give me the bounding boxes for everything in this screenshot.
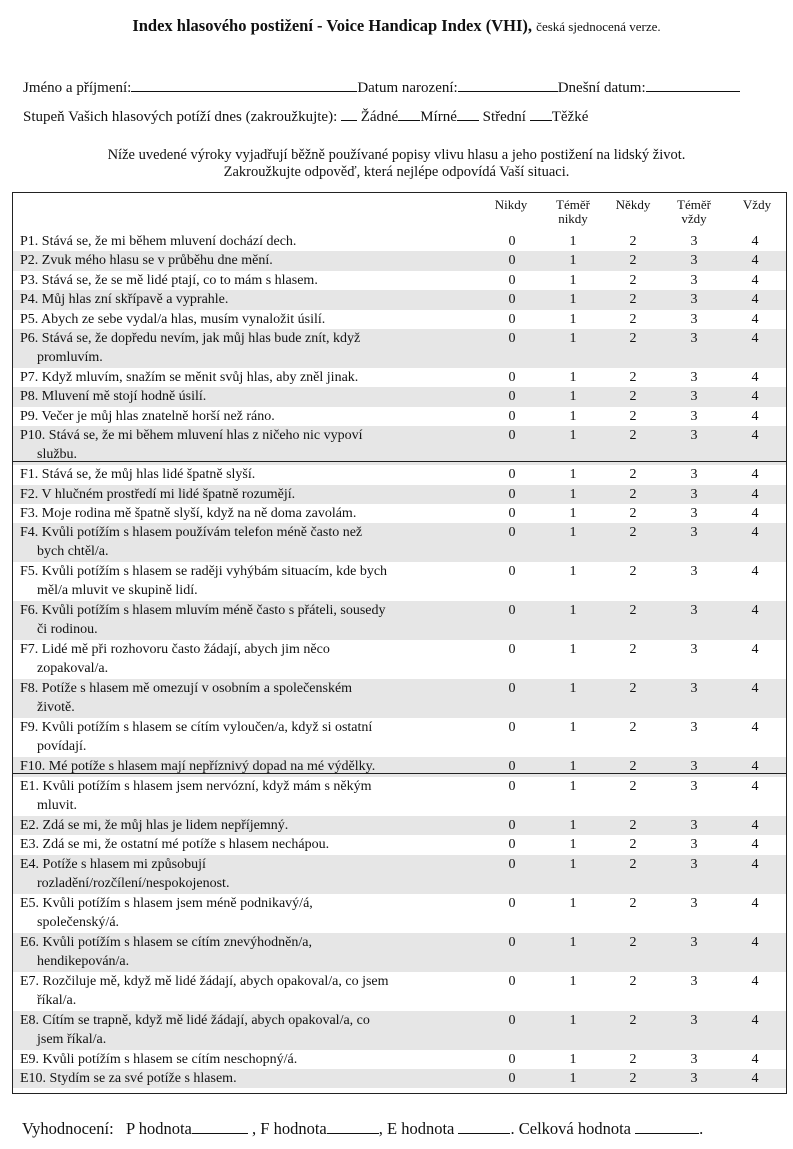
answer-option-sometimes[interactable]: 2 [629, 506, 637, 521]
answer-option-almost-always[interactable]: 3 [690, 564, 698, 580]
answer-option-almost-never[interactable]: 1 [569, 817, 577, 833]
answer-option-almost-always[interactable]: 3 [690, 603, 698, 619]
answer-option-almost-never[interactable]: 1 [569, 1071, 577, 1086]
item-statement: F10. Mé potíže s hlasem mají nepříznivý dopad na mé výdělky. [20, 759, 376, 775]
answer-option-almost-always[interactable]: 3 [690, 370, 698, 385]
answer-option-almost-never[interactable]: 1 [569, 759, 577, 775]
column-header-never: Nikdy [494, 197, 528, 212]
answer-option-sometimes[interactable]: 2 [629, 778, 637, 794]
table-row [13, 933, 786, 972]
severity-option-mild[interactable]: Mírné [420, 109, 457, 125]
answer-option-almost-always[interactable]: 3 [690, 272, 698, 288]
answer-option-sometimes[interactable]: 2 [629, 370, 637, 385]
answer-option-never[interactable]: 0 [508, 370, 516, 385]
table-row [13, 232, 786, 251]
severity-blank-3[interactable] [457, 106, 479, 121]
table-row [13, 972, 786, 1011]
f-score-label: F hodnota [260, 1119, 327, 1138]
p-score-label: P hodnota [126, 1119, 192, 1138]
answer-option-always[interactable]: 4 [751, 642, 759, 658]
item-statement: P5. Abych ze sebe vydal/a hlas, musím vynaložit úsilí. [20, 311, 326, 327]
title-main: Index hlasového postižení - Voice Handicap Index (VHI), [132, 16, 533, 35]
answer-option-almost-never[interactable]: 1 [569, 934, 577, 950]
answer-option-never[interactable]: 0 [508, 467, 516, 483]
answer-option-always[interactable]: 4 [751, 603, 759, 619]
answer-option-never[interactable]: 0 [508, 720, 516, 736]
answer-option-almost-always[interactable]: 3 [690, 642, 698, 658]
answer-option-almost-never[interactable]: 1 [569, 428, 577, 444]
answer-option-never[interactable]: 0 [508, 1071, 516, 1086]
answer-option-sometimes[interactable]: 2 [629, 389, 637, 405]
table-row [13, 1011, 786, 1050]
total-score-field[interactable] [635, 1117, 699, 1134]
answer-option-almost-always[interactable]: 3 [690, 681, 698, 697]
answer-option-always[interactable]: 4 [751, 895, 759, 911]
answer-option-almost-never[interactable]: 1 [569, 681, 577, 697]
answer-option-almost-never[interactable]: 1 [569, 720, 577, 736]
answer-option-never[interactable]: 0 [508, 506, 516, 521]
table-row [13, 816, 786, 835]
answer-option-almost-always[interactable]: 3 [690, 1012, 698, 1028]
answer-option-never[interactable]: 0 [508, 253, 516, 269]
p-score-field[interactable] [192, 1117, 248, 1134]
answer-option-never[interactable]: 0 [508, 311, 516, 327]
answer-option-almost-never[interactable]: 1 [569, 331, 577, 346]
answer-option-always[interactable]: 4 [751, 467, 759, 483]
name-label: Jméno a příjmení: [23, 80, 132, 96]
vhi-table [12, 192, 787, 1094]
answer-option-sometimes[interactable]: 2 [629, 603, 637, 619]
answer-option-never[interactable]: 0 [508, 856, 516, 872]
table-row [13, 504, 786, 523]
item-statement: P4. Můj hlas zní skřípavě a vyprahle. [20, 292, 229, 308]
item-statement: F4. Kvůli potížím s hlasem používám telefon méně často než bych chtěl/a. [20, 525, 363, 560]
table-row [13, 329, 786, 368]
answer-option-almost-always[interactable]: 3 [690, 253, 698, 269]
item-statement: P6. Stává se, že dopředu nevím, jak můj hlas bude znít, když promluvím. [20, 331, 361, 365]
severity-prompt: Stupeň Vašich hlasových potíží dnes (zakroužkujte): [23, 109, 338, 125]
answer-option-almost-always[interactable]: 3 [690, 467, 698, 483]
column-header-always: Vždy [742, 197, 772, 212]
answer-option-almost-always[interactable]: 3 [690, 1071, 698, 1086]
answer-option-never[interactable]: 0 [508, 973, 516, 989]
answer-option-almost-never[interactable]: 1 [569, 467, 577, 483]
today-label: Dnešní datum: [557, 80, 646, 96]
answer-option-almost-always[interactable]: 3 [690, 292, 698, 308]
answer-option-almost-never[interactable]: 1 [569, 1051, 577, 1067]
table-row [13, 601, 786, 640]
answer-option-almost-always[interactable]: 3 [690, 759, 698, 775]
answer-option-almost-never[interactable]: 1 [569, 506, 577, 521]
item-statement: P3. Stává se, že se mě lidé ptají, co to mám s hlasem. [20, 272, 318, 288]
answer-option-almost-always[interactable]: 3 [690, 973, 698, 989]
answer-option-almost-never[interactable]: 1 [569, 778, 577, 794]
answer-option-always[interactable]: 4 [751, 934, 759, 950]
table-row [13, 271, 786, 290]
answer-option-never[interactable]: 0 [508, 428, 516, 444]
table-row [13, 310, 786, 329]
answer-option-always[interactable]: 4 [751, 837, 759, 853]
item-statement: F5. Kvůli potížím s hlasem se raději vyhýbám situacím, kde bych měl/a mluvit ve skupině lidí. [20, 564, 388, 599]
answer-option-always[interactable]: 4 [751, 428, 759, 444]
item-statement: E7. Rozčiluje mě, když mě lidé žádají, abych opakoval/a, co jsem říkal/a. [20, 973, 389, 1008]
table-row [13, 407, 786, 426]
answer-option-never[interactable]: 0 [508, 681, 516, 697]
dob-field[interactable] [458, 77, 558, 92]
table-row [13, 290, 786, 309]
table-row [13, 640, 786, 679]
answer-option-never[interactable]: 0 [508, 778, 516, 794]
answer-option-always[interactable]: 4 [751, 234, 759, 249]
item-statement: E10. Stydím se za své potíže s hlasem. [20, 1071, 237, 1086]
answer-option-almost-never[interactable]: 1 [569, 253, 577, 269]
total-score-label: Celková hodnota [518, 1119, 632, 1138]
answer-option-almost-never[interactable]: 1 [569, 642, 577, 658]
item-statement: E1. Kvůli potížím s hlasem jsem nervózní, když mám s někým mluvit. [20, 778, 372, 813]
f-score-field[interactable] [327, 1117, 379, 1134]
instructions-line-2: Zakroužkujte odpověď, která nejlépe odpovídá Vaší situaci. [223, 164, 570, 180]
item-statement: E2. Zdá se mi, že můj hlas je lidem nepříjemný. [20, 817, 289, 833]
answer-option-almost-always[interactable]: 3 [690, 778, 698, 794]
severity-blank-4[interactable] [530, 106, 552, 121]
answer-option-sometimes[interactable]: 2 [629, 564, 637, 580]
answer-option-always[interactable]: 4 [751, 973, 759, 989]
answer-option-never[interactable]: 0 [508, 759, 516, 775]
answer-option-never[interactable]: 0 [508, 817, 516, 833]
answer-option-always[interactable]: 4 [751, 1051, 759, 1067]
answer-option-never[interactable]: 0 [508, 408, 516, 424]
answer-option-sometimes[interactable]: 2 [629, 467, 637, 483]
table-row [13, 251, 786, 270]
answer-option-always[interactable]: 4 [751, 253, 759, 269]
answer-option-almost-never[interactable]: 1 [569, 837, 577, 853]
instructions [0, 147, 793, 181]
answer-option-almost-never[interactable]: 1 [569, 895, 577, 911]
answer-option-always[interactable]: 4 [751, 759, 759, 775]
answer-option-almost-always[interactable]: 3 [690, 525, 698, 541]
instructions-line-1: Níže uvedené výroky vyjadřují běžně používané popisy vlivu hlasu a jeho postižení na lidský život. [107, 147, 686, 163]
item-statement: F1. Stává se, že můj hlas lidé špatně slyší. [20, 467, 256, 483]
answer-option-never[interactable]: 0 [508, 1051, 516, 1067]
answer-option-always[interactable]: 4 [751, 525, 759, 541]
answer-option-almost-always[interactable]: 3 [690, 856, 698, 872]
answer-option-sometimes[interactable]: 2 [629, 856, 637, 872]
answer-option-always[interactable]: 4 [751, 778, 759, 794]
answer-option-always[interactable]: 4 [751, 564, 759, 580]
answer-option-sometimes[interactable]: 2 [629, 311, 637, 327]
item-statement: E8. Cítím se trapně, když mě lidé žádají, abych opakoval/a, co jsem říkal/a. [20, 1012, 370, 1047]
table-row [13, 387, 786, 406]
answer-option-almost-never[interactable]: 1 [569, 408, 577, 424]
answer-option-almost-never[interactable]: 1 [569, 292, 577, 308]
answer-option-almost-never[interactable]: 1 [569, 486, 577, 502]
answer-option-sometimes[interactable]: 2 [629, 486, 637, 502]
answer-option-always[interactable]: 4 [751, 292, 759, 308]
answer-option-almost-always[interactable]: 3 [690, 895, 698, 911]
answer-option-always[interactable]: 4 [751, 370, 759, 385]
answer-option-almost-never[interactable]: 1 [569, 272, 577, 288]
item-statement: E5. Kvůli potížím s hlasem jsem méně podnikavý/á, společenský/á. [20, 895, 313, 930]
answer-option-sometimes[interactable]: 2 [629, 973, 637, 989]
answer-option-never[interactable]: 0 [508, 234, 516, 249]
answer-option-never[interactable]: 0 [508, 837, 516, 853]
answer-option-almost-always[interactable]: 3 [690, 389, 698, 405]
table-row [13, 777, 786, 816]
item-statement: E9. Kvůli potížím s hlasem se cítím neschopný/á. [20, 1051, 298, 1067]
scoring-line: Vyhodnocení: P hodnota , F hodnota , E hodnota . Celková hodnota . [22, 1119, 704, 1138]
answer-option-always[interactable]: 4 [751, 272, 759, 288]
table-row [13, 426, 786, 465]
table-row [13, 1069, 786, 1088]
answer-option-always[interactable]: 4 [751, 506, 759, 521]
today-field[interactable] [646, 77, 740, 92]
answer-option-sometimes[interactable]: 2 [629, 1012, 637, 1028]
answer-option-almost-always[interactable]: 3 [690, 837, 698, 853]
section-divider-physical-functional [13, 461, 786, 462]
answer-option-sometimes[interactable]: 2 [629, 331, 637, 346]
answer-option-always[interactable]: 4 [751, 1071, 759, 1086]
answer-option-never[interactable]: 0 [508, 934, 516, 950]
answer-option-almost-never[interactable]: 1 [569, 370, 577, 385]
answer-option-always[interactable]: 4 [751, 408, 759, 424]
answer-option-almost-always[interactable]: 3 [690, 331, 698, 346]
answer-option-never[interactable]: 0 [508, 331, 516, 346]
item-statement: E6. Kvůli potížím s hlasem se cítím znevýhodněn/a, hendikepován/a. [20, 934, 312, 969]
item-statement: E3. Zdá se mi, že ostatní mé potíže s hlasem nechápou. [20, 837, 330, 853]
answer-option-never[interactable]: 0 [508, 642, 516, 658]
scoring-label: Vyhodnocení: [22, 1119, 114, 1138]
answer-option-almost-always[interactable]: 3 [690, 428, 698, 444]
item-statement: P7. Když mluvím, snažím se měnit svůj hlas, aby zněl jinak. [20, 370, 359, 385]
table-row [13, 894, 786, 933]
table-row [13, 562, 786, 601]
document-title [0, 16, 793, 36]
answer-option-always[interactable]: 4 [751, 817, 759, 833]
answer-option-almost-always[interactable]: 3 [690, 408, 698, 424]
answer-option-sometimes[interactable]: 2 [629, 895, 637, 911]
answer-option-never[interactable]: 0 [508, 564, 516, 580]
answer-option-always[interactable]: 4 [751, 720, 759, 736]
answer-option-sometimes[interactable]: 2 [629, 837, 637, 853]
answer-option-sometimes[interactable]: 2 [629, 1071, 637, 1086]
answer-option-almost-always[interactable]: 3 [690, 311, 698, 327]
answer-option-sometimes[interactable]: 2 [629, 234, 637, 249]
severity-option-moderate[interactable]: Střední [482, 109, 526, 125]
answer-option-sometimes[interactable]: 2 [629, 525, 637, 541]
answer-option-sometimes[interactable]: 2 [629, 642, 637, 658]
name-field[interactable] [131, 77, 357, 92]
table-row [13, 679, 786, 718]
table-row [13, 485, 786, 504]
table-row [13, 718, 786, 757]
table-row [13, 523, 786, 562]
answer-option-never[interactable]: 0 [508, 272, 516, 288]
answer-option-always[interactable]: 4 [751, 311, 759, 327]
item-statement: P2. Zvuk mého hlasu se v průběhu dne mění. [20, 253, 273, 269]
answer-option-never[interactable]: 0 [508, 292, 516, 308]
answer-option-sometimes[interactable]: 2 [629, 428, 637, 444]
item-statement: F3. Moje rodina mě špatně slyší, když na ně doma zavolám. [20, 506, 357, 521]
answer-option-always[interactable]: 4 [751, 681, 759, 697]
answer-option-sometimes[interactable]: 2 [629, 292, 637, 308]
item-statement: F8. Potíže s hlasem mě omezují v osobním a společenském životě. [20, 681, 353, 716]
answer-option-sometimes[interactable]: 2 [629, 720, 637, 736]
answer-option-almost-always[interactable]: 3 [690, 486, 698, 502]
answer-option-almost-always[interactable]: 3 [690, 934, 698, 950]
answer-option-almost-always[interactable]: 3 [690, 506, 698, 521]
answer-option-never[interactable]: 0 [508, 895, 516, 911]
column-header-almost-never: Téměř nikdy [556, 197, 590, 226]
answer-option-almost-never[interactable]: 1 [569, 856, 577, 872]
answer-option-sometimes[interactable]: 2 [629, 272, 637, 288]
severity-line [23, 106, 588, 126]
answer-option-sometimes[interactable]: 2 [629, 759, 637, 775]
item-statement: F7. Lidé mě při rozhovoru často žádají, abych jim něco zopakoval/a. [20, 642, 330, 677]
answer-option-never[interactable]: 0 [508, 1012, 516, 1028]
answer-option-almost-never[interactable]: 1 [569, 603, 577, 619]
answer-option-always[interactable]: 4 [751, 331, 759, 346]
e-score-label: E hodnota [386, 1119, 455, 1138]
answer-option-never[interactable]: 0 [508, 486, 516, 502]
answer-option-almost-never[interactable]: 1 [569, 389, 577, 405]
answer-option-almost-never[interactable]: 1 [569, 234, 577, 249]
dob-label: Datum narození: [357, 80, 458, 96]
e-score-field[interactable] [458, 1117, 510, 1134]
answer-option-almost-never[interactable]: 1 [569, 525, 577, 541]
item-statement: P8. Mluvení mě stojí hodně úsilí. [20, 389, 207, 405]
answer-option-never[interactable]: 0 [508, 525, 516, 541]
table-row [13, 835, 786, 854]
answer-option-never[interactable]: 0 [508, 603, 516, 619]
answer-option-sometimes[interactable]: 2 [629, 934, 637, 950]
item-statement: P10. Stává se, že mi během mluvení hlas z ničeho nic vypoví službu. [20, 428, 363, 463]
answer-option-always[interactable]: 4 [751, 856, 759, 872]
table-row [13, 368, 786, 387]
answer-option-never[interactable]: 0 [508, 389, 516, 405]
personal-info-line [23, 77, 740, 97]
answer-option-almost-always[interactable]: 3 [690, 817, 698, 833]
answer-option-sometimes[interactable]: 2 [629, 817, 637, 833]
answer-option-always[interactable]: 4 [751, 486, 759, 502]
section-divider-functional-emotional [13, 773, 786, 774]
table-row [13, 465, 786, 484]
item-statement: E4. Potíže s hlasem mi způsobují rozladění/rozčílení/nespokojenost. [20, 856, 230, 891]
answer-option-almost-never[interactable]: 1 [569, 564, 577, 580]
item-statement: P9. Večer je můj hlas znatelně horší než ráno. [20, 408, 275, 424]
item-statement: F2. V hlučném prostředí mi lidé špatně rozumějí. [20, 486, 296, 502]
column-header-almost-always: Téměř vždy [677, 197, 711, 226]
item-statement: P1. Stává se, že mi během mluvení dochází dech. [20, 234, 297, 249]
table-row [13, 1050, 786, 1069]
item-statement: F9. Kvůli potížím s hlasem se cítím vyloučen/a, když si ostatní povídají. [20, 720, 373, 755]
table-row [13, 855, 786, 894]
severity-option-none[interactable]: Žádné [360, 109, 399, 125]
title-suffix: česká sjednocená verze. [536, 19, 661, 34]
answer-option-almost-always[interactable]: 3 [690, 234, 698, 249]
answer-option-almost-always[interactable]: 3 [690, 1051, 698, 1067]
answer-option-almost-never[interactable]: 1 [569, 1012, 577, 1028]
severity-option-severe[interactable]: Těžké [551, 109, 589, 125]
answer-option-sometimes[interactable]: 2 [629, 253, 637, 269]
column-header-sometimes: Někdy [615, 197, 651, 212]
item-statement: F6. Kvůli potížím s hlasem mluvím méně často s přáteli, sousedy či rodinou. [20, 603, 386, 638]
answer-option-sometimes[interactable]: 2 [629, 681, 637, 697]
answer-option-almost-never[interactable]: 1 [569, 973, 577, 989]
answer-option-always[interactable]: 4 [751, 1012, 759, 1028]
severity-blank-1[interactable] [341, 106, 357, 121]
answer-option-sometimes[interactable]: 2 [629, 408, 637, 424]
answer-option-always[interactable]: 4 [751, 389, 759, 405]
answer-option-almost-never[interactable]: 1 [569, 311, 577, 327]
answer-option-sometimes[interactable]: 2 [629, 1051, 637, 1067]
severity-blank-2[interactable] [398, 106, 420, 121]
answer-option-almost-always[interactable]: 3 [690, 720, 698, 736]
